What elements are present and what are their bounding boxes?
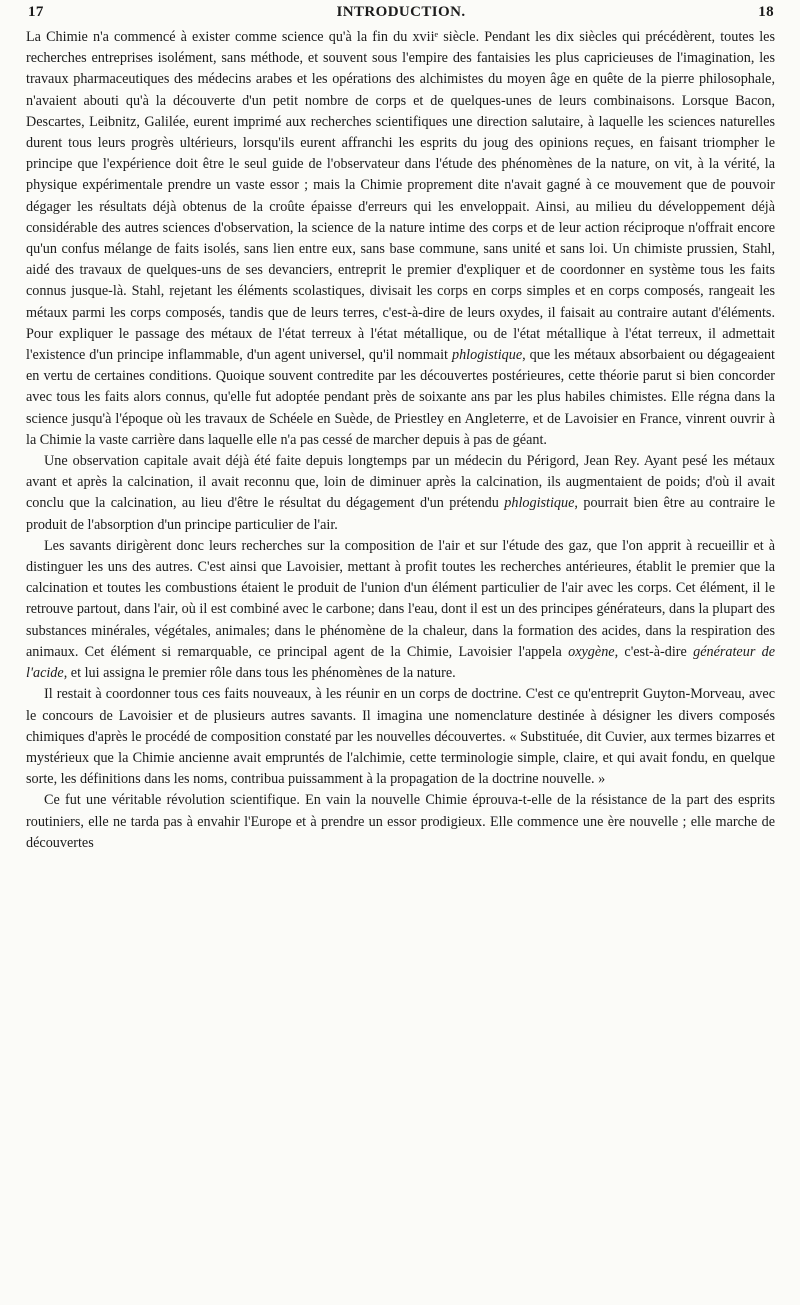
paragraph xyxy=(26,536,775,684)
page-number-left: 17 xyxy=(28,4,44,20)
paragraph xyxy=(26,451,775,536)
paragraph xyxy=(26,27,775,451)
italic-term: oxygène xyxy=(568,643,615,660)
italic-term: générateur de l'acide xyxy=(26,643,775,682)
chapter-title: INTRODUCTION. xyxy=(336,4,466,20)
text-run: Il restait à coordonner tous ces faits nouveaux, à les réunir en un corps de doctrine. C'est ce qu'entreprit Guyton-Morveau, avec le concours de Lavoisier et de plusieurs autres savants. Il imagina une nomenclature destinée à désigner les divers composés chimiques d'après le procédé de composition constaté par les nouvelles découvertes. « Substituée, dit Cuvier, aux termes bizarres et mystérieux que la Chimie ancienne avait empruntés de l'alchimie, cette terminologie simple, claire, et qui avait fondu, en quelque sorte, les définitions dans les noms, contribua puissamment à la propagation de la doctrine nouvelle. » xyxy=(26,686,775,788)
text-run: , que les métaux absorbaient ou dégageaient en vertu de certaines conditions. Quoique souvent contredite par les découvertes postérieures, cette théorie parut si bien concorder avec tous les faits alors connus, qu'elle fut adoptée pendant près de soixante ans par les plus habiles chimistes. Elle régna dans la science jusqu'à l'époque où les travaux de Schéele en Suède, de Priestley en Angleterre, et de Lavoisier en France, vinrent ouvrir à la Chimie la vaste carrière dans laquelle elle n'a pas cessé de marcher depuis à pas de géant. xyxy=(26,347,775,448)
text-run: Ce fut une véritable révolution scientifique. En vain la nouvelle Chimie éprouva-t-elle de la résistance de la part des esprits routiniers, elle ne tarda pas à envahir l'Europe et à prendre un essor prodigieux. Elle commence une ère nouvelle ; elle marche de découvertes xyxy=(26,792,775,851)
page-number-right: 18 xyxy=(758,4,774,20)
paragraph xyxy=(26,790,775,854)
text-run: , c'est-à-dire xyxy=(614,643,694,660)
running-header xyxy=(28,4,774,26)
italic-term: phlogistique xyxy=(451,347,523,364)
body-text xyxy=(26,27,775,854)
text-run: , pourrait bien être au contraire le produit de l'absorption d'un principe particulier de l'air. xyxy=(26,495,775,533)
paragraph xyxy=(26,684,775,790)
text-run: Les savants dirigèrent donc leurs recherches sur la composition de l'air et sur l'étude des gaz, que l'on apprit à recueillir et à distinguer les uns des autres. C'est ainsi que Lavoisier, mettant à profit toutes les recherches antérieures, établit le premier que la calcination et toutes les combustions étaient le produit de l'union d'un élément particulier de l'air avec les corps. Cet élément, il le retrouve partout, dans l'air, où il est combiné avec le carbone; dans l'eau, dont il est un des principes générateurs, dans la plupart des substances minérales, végétales, animales; dans le phénomène de la chaleur, dans la formation des acides, dans la respiration des animaux. Cet élément si remarquable, ce principal agent de la Chimie, Lavoisier l'appela xyxy=(26,537,775,660)
text-run: , et lui assigna le premier rôle dans tous les phénomènes de la nature. xyxy=(63,665,456,682)
text-run: Une observation capitale avait déjà été faite depuis longtemps par un médecin du Périgord, Jean Rey. Ayant pesé les métaux avant et après la calcination, il avait reconnu que, loin de diminuer après la calcination, ils augmentaient de poids; d'où il avait conclu que la calcination, au lieu d'être le résultat du dégagement d'un prétendu xyxy=(26,453,775,512)
text-run: La Chimie n'a commencé à exister comme science qu'à la fin du xviiᵉ siècle. Pendant les dix siècles qui précédèrent, toutes les recherches entreprises isolément, sans méthode, et souvent sous l'empire des fantaisies les plus capricieuses de l'imagination, les travaux pharmaceutiques des médecins arabes et les opérations des alchimistes du moyen âge en quête de la pierre philosophale, n'avaient abouti qu'à la découverte d'un petit nombre de corps et de quelques-unes de leurs combinaisons. Lorsque Bacon, Descartes, Leibnitz, Galilée, eurent imprimé aux recherches scientifiques une direction salutaire, à laquelle les sciences naturelles durent tous leurs progrès ultérieurs, lorsqu'ils eurent affranchi les esprits du joug des opinions reçues, en faisant triompher le principe que l'expérience doit être le seul guide de l'observateur dans l'étude des phénomènes de la nature, on vit, à la vérité, la physique expérimentale prendre un vaste essor ; mais la Chimie proprement dite n'avait gagné à ce mouvement que de pouvoir dégager les résultats déjà obtenus de la croûte épaisse d'erreurs qui les enveloppait. Ainsi, au milieu du développement déjà considérable des autres sciences d'observation, la science de la nature intime des corps et de leur action réciproque n'offrait encore qu'un confus mélange de faits isolés, sans lien entre eux, sans base commune, sans unité et sans loi. Un chimiste prussien, Stahl, aidé des travaux de quelques-uns de ses devanciers, entreprit le premier d'expliquer et de coordonner en système tous les faits connus jusque-là. Stahl, rejetant les éléments scolastiques, divisait les corps en corps simples et en corps composés, rangeait les métaux parmi les corps composés, tandis que de leurs terres, c'est-à-dire de leurs oxydes, il faisait au contraire autant d'éléments. Pour expliquer le passage des métaux de l'état terreux à l'état métallique, ou de l'état métallique à l'état terreux, il admettait l'existence d'un principe inflammable, d'un agent universel, qu'il nommait xyxy=(26,29,775,364)
italic-term: phlogistique xyxy=(504,495,575,512)
